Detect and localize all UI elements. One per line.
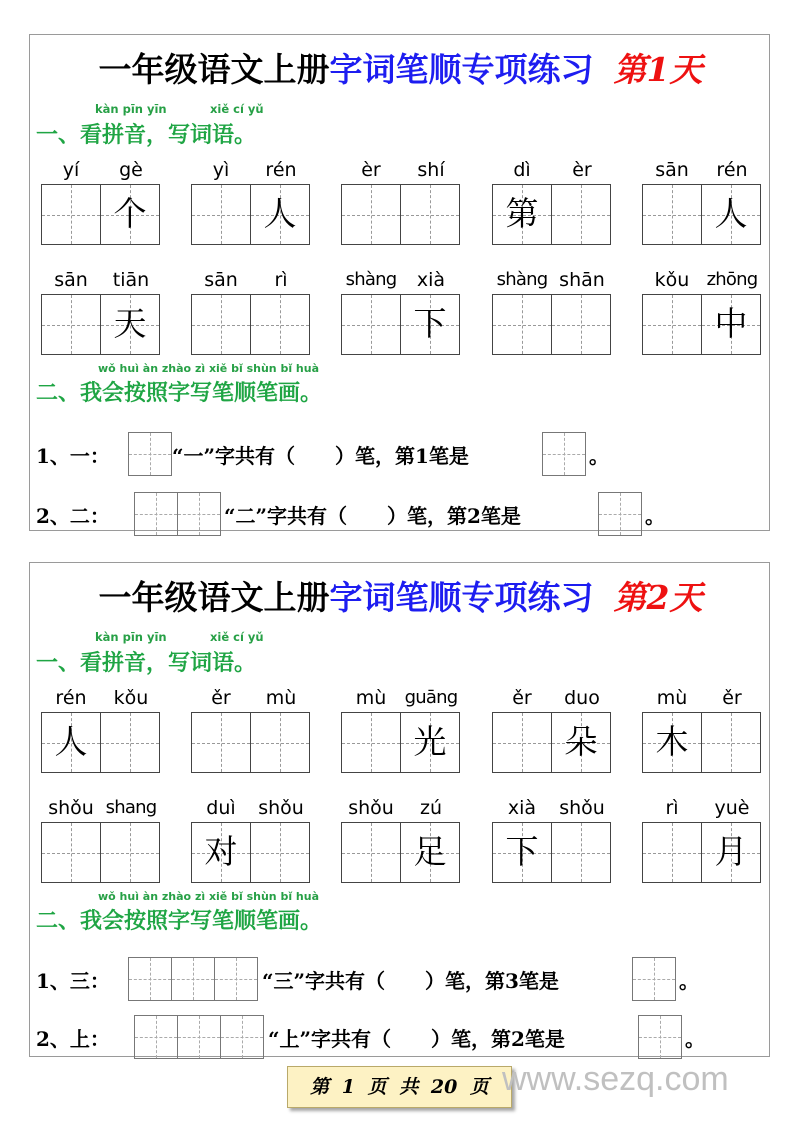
pinyin-syllable: èr [572,159,592,181]
worksheet-title [30,571,771,625]
pinyin-syllable: sān [655,159,689,181]
pinyin-syllable: shǒu [559,797,605,819]
tianzige-cell[interactable] [341,822,401,883]
given-character [401,185,459,244]
question-text: “二”字共有（ ）笔，第2笔是 [224,504,521,528]
tianzige-pair [341,712,462,773]
pinyin-line [341,687,462,709]
tianzige-cell[interactable] [100,184,160,245]
footer-text: 页 [367,1076,387,1098]
write-grid[interactable] [134,492,222,536]
given-character [251,295,309,354]
question-end: 。 [679,969,699,993]
given-character: 朵 [564,722,598,761]
tianzige-pair [191,712,312,773]
tianzige-cell[interactable] [191,822,251,883]
tianzige-cell[interactable] [642,294,702,355]
question-label: 1、一： [36,444,110,468]
footer-text: 第 [310,1076,330,1098]
given-character [552,185,610,244]
tianzige-cell[interactable] [492,184,552,245]
pinyin-line [341,797,462,819]
pinyin-syllable: gè [119,159,143,181]
tianzige-cell[interactable] [41,822,101,883]
worksheet-day-2 [29,562,770,1057]
tianzige-cell[interactable] [41,294,101,355]
title-topic: 字词笔顺专项练习 [329,578,594,617]
question-text: “上”字共有（ ）笔，第2笔是 [268,1027,565,1051]
pinyin-syllable: shàng [345,269,397,290]
tianzige-cell[interactable] [250,712,310,773]
tianzige-pair [41,294,162,355]
tianzige-cell[interactable] [250,294,310,355]
given-character [702,713,760,772]
given-character [192,185,250,244]
given-character [251,713,309,772]
pinyin-line [642,269,763,291]
tianzige-cell[interactable] [642,184,702,245]
footer-text: 页 [469,1076,489,1098]
pinyin-line [341,269,462,291]
pinyin-syllable: shàng [496,269,548,290]
given-character: 中 [714,304,748,343]
write-grid[interactable] [128,432,172,476]
pinyin-syllable: rén [716,159,748,181]
pinyin-syllable: rén [265,159,297,181]
title-day: 第2天 [613,578,703,617]
tianzige-pair [492,294,613,355]
tianzige-cell[interactable] [492,712,552,773]
page-indicator [287,1066,512,1108]
tianzige-cell[interactable] [191,712,251,773]
tianzige-pair [341,294,462,355]
pinyin-syllable: sān [204,269,238,291]
pinyin-line [41,159,162,181]
tianzige-cell[interactable] [400,712,460,773]
given-character: 人 [263,194,297,233]
pinyin-syllable: duo [564,687,600,709]
given-character [342,713,400,772]
answer-grid[interactable] [598,492,642,536]
tianzige-pair [642,184,763,245]
tianzige-cell[interactable] [492,822,552,883]
pinyin-syllable: rì [274,269,288,291]
tianzige-cell[interactable] [551,294,611,355]
given-character [42,295,100,354]
tianzige-cell[interactable] [341,712,401,773]
pinyin-syllable: guāng [404,687,458,708]
write-grid[interactable] [134,1015,266,1059]
given-character [192,713,250,772]
question-text: “一”字共有（ ）笔，第1笔是 [172,444,469,468]
pinyin-syllable: mù [656,687,688,709]
stroke-question-1 [36,440,636,488]
given-character [192,295,250,354]
pinyin-syllable: zhōng [706,269,758,290]
tianzige-pair [341,822,462,883]
tianzige-cell[interactable] [701,712,761,773]
pinyin-syllable: kǒu [113,687,149,709]
given-character: 足 [413,832,447,871]
given-character [42,823,100,882]
pinyin-ruby: wǒ huì àn zhào zì xiě bǐ shùn bǐ huà [98,362,319,375]
given-character: 下 [505,832,539,871]
pinyin-syllable: rén [55,687,87,709]
tianzige-cell[interactable] [41,184,101,245]
tianzige-cell[interactable] [701,184,761,245]
given-character [251,823,309,882]
section-2-heading: 二、我会按照字写笔顺笔画。 [36,908,323,934]
pinyin-syllable: shǒu [348,797,394,819]
given-character [552,295,610,354]
answer-grid[interactable] [638,1015,682,1059]
pinyin-line [41,687,162,709]
tianzige-cell[interactable] [100,712,160,773]
given-character: 个 [113,194,147,233]
given-character [643,295,701,354]
given-character [101,713,159,772]
tianzige-cell[interactable] [551,712,611,773]
given-character [643,823,701,882]
pinyin-line [492,687,613,709]
pinyin-syllable: yì [212,159,230,181]
pinyin-syllable: shang [105,797,157,818]
tianzige-cell[interactable] [400,184,460,245]
given-character: 天 [113,304,147,343]
tianzige-pair [492,184,613,245]
given-character: 木 [655,722,689,761]
pinyin-syllable: xià [507,797,537,819]
tianzige-pair [191,184,312,245]
pinyin-ruby: wǒ huì àn zhào zì xiě bǐ shùn bǐ huà [98,890,319,903]
pinyin-syllable: sān [54,269,88,291]
section-1-heading: 一、看拼音，写词语。 [36,650,257,676]
question-label: 1、三： [36,969,110,993]
tianzige-pair [341,184,462,245]
pinyin-syllable: shǒu [258,797,304,819]
tianzige-pair [191,822,312,883]
tianzige-pair [492,712,613,773]
pinyin-syllable: ěr [722,687,742,709]
tianzige-pair [642,712,763,773]
tianzige-pair [191,294,312,355]
tianzige-pair [492,822,613,883]
pinyin-line [642,159,763,181]
title-day: 第1天 [613,50,703,89]
stroke-question-1 [36,965,716,1013]
pinyin-syllable: shān [559,269,605,291]
pinyin-ruby: xiě cí yǔ [210,630,264,644]
tianzige-pair [642,294,763,355]
title-topic: 字词笔顺专项练习 [329,50,594,89]
pinyin-line [191,159,312,181]
total-pages-number: 20 [430,1076,458,1098]
given-character [101,823,159,882]
pinyin-line [492,797,613,819]
question-end: 。 [589,444,609,468]
worksheet-title [30,43,771,97]
tianzige-cell[interactable] [341,184,401,245]
question-text: “三”字共有（ ）笔，第3笔是 [262,969,559,993]
pinyin-syllable: yí [62,159,80,181]
watermark: www.sezq.com [502,1060,729,1098]
question-end: 。 [645,504,665,528]
tianzige-cell[interactable] [100,294,160,355]
pinyin-syllable: tiān [112,269,150,291]
tianzige-pair [642,822,763,883]
answer-grid[interactable] [632,957,676,1001]
tianzige-pair [41,184,162,245]
given-character [493,295,551,354]
tianzige-cell[interactable] [701,822,761,883]
question-label: 2、上： [36,1027,110,1051]
tianzige-cell[interactable] [41,712,101,773]
footer-text: 共 [399,1076,419,1098]
pinyin-syllable: dì [513,159,531,181]
pinyin-line [642,687,763,709]
tianzige-cell[interactable] [400,822,460,883]
tianzige-cell[interactable] [100,822,160,883]
given-character: 下 [413,304,447,343]
pinyin-line [492,159,613,181]
current-page-number: 1 [341,1076,355,1098]
pinyin-syllable: ěr [512,687,532,709]
tianzige-cell[interactable] [191,294,251,355]
given-character: 光 [413,722,447,761]
pinyin-line [191,269,312,291]
tianzige-cell[interactable] [250,822,310,883]
given-character [552,823,610,882]
pinyin-ruby: kàn pīn yīn [95,102,167,116]
write-grid[interactable] [128,957,260,1001]
tianzige-pair [41,712,162,773]
tianzige-cell[interactable] [701,294,761,355]
pinyin-syllable: zú [419,797,442,819]
title-grade: 一年级语文上册 [98,50,330,89]
title-grade: 一年级语文上册 [98,578,330,617]
pinyin-syllable: èr [361,159,381,181]
pinyin-syllable: rì [665,797,679,819]
pinyin-line [191,687,312,709]
pinyin-syllable: mù [265,687,297,709]
tianzige-pair [41,822,162,883]
question-end: 。 [685,1027,705,1051]
question-label: 2、二： [36,504,110,528]
worksheet-day-1 [29,34,770,531]
given-character: 对 [204,832,238,871]
pinyin-syllable: shǒu [48,797,94,819]
pinyin-syllable: mù [355,687,387,709]
given-character [342,823,400,882]
section-1-heading: 一、看拼音，写词语。 [36,122,257,148]
tianzige-cell[interactable] [551,822,611,883]
tianzige-cell[interactable] [642,712,702,773]
given-character [643,185,701,244]
given-character: 人 [714,194,748,233]
tianzige-cell[interactable] [191,184,251,245]
pinyin-syllable: xià [416,269,446,291]
pinyin-line [41,269,162,291]
pinyin-line [642,797,763,819]
pinyin-syllable: shí [417,159,445,181]
answer-grid[interactable] [542,432,586,476]
stroke-question-2 [36,500,696,548]
pinyin-line [41,797,162,819]
tianzige-cell[interactable] [341,294,401,355]
pinyin-line [492,269,613,291]
tianzige-cell[interactable] [400,294,460,355]
given-character [42,185,100,244]
given-character [342,185,400,244]
pinyin-line [191,797,312,819]
pinyin-line [341,159,462,181]
pinyin-ruby: kàn pīn yīn [95,630,167,644]
tianzige-cell[interactable] [551,184,611,245]
given-character: 人 [54,722,88,761]
tianzige-cell[interactable] [250,184,310,245]
given-character [342,295,400,354]
pinyin-syllable: ěr [211,687,231,709]
tianzige-cell[interactable] [642,822,702,883]
tianzige-cell[interactable] [492,294,552,355]
given-character: 第 [505,194,539,233]
pinyin-syllable: kǒu [654,269,690,291]
section-2-heading: 二、我会按照字写笔顺笔画。 [36,380,323,406]
pinyin-syllable: yuè [714,797,750,819]
given-character [493,713,551,772]
given-character: 月 [714,832,748,871]
pinyin-ruby: xiě cí yǔ [210,102,264,116]
pinyin-syllable: duì [206,797,236,819]
